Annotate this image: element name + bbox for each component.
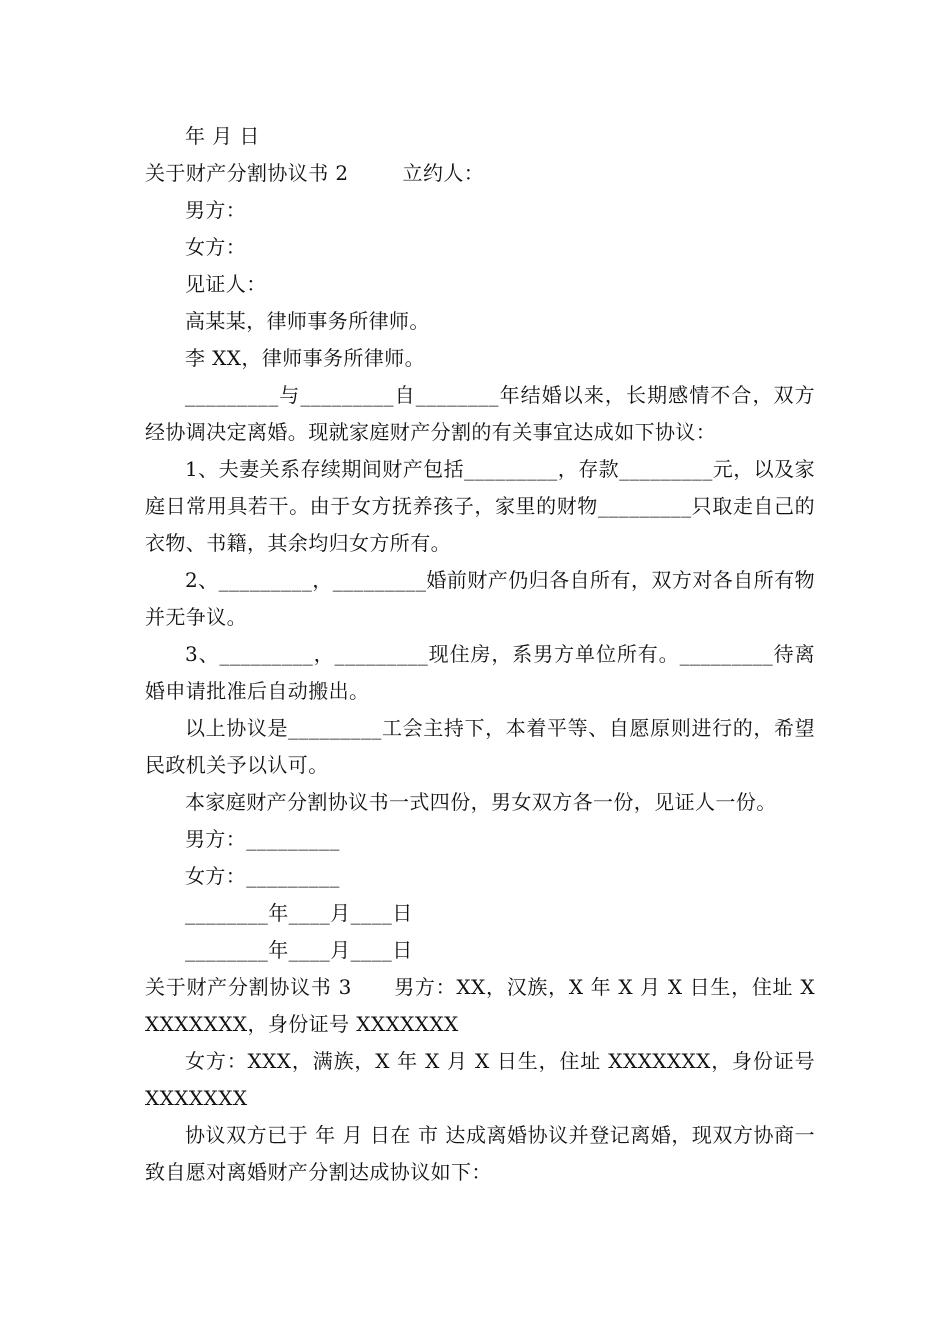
clause-2: 2、_________，_________婚前财产仍归各自所有，双方对各自所有物并无争议。 (145, 568, 815, 629)
section-title-2: 关于财产分割协议书 2 立约人： (145, 161, 485, 185)
party-female-details: 女方：XXX，满族，X 年 X 月 X 日生，住址 XXXXXXX，身份证号 XXXXXXX (145, 1049, 822, 1110)
witness-label: 见证人： (185, 272, 267, 296)
date-line: 年 月 日 (185, 124, 260, 148)
witness-1: 高某某，律师事务所律师。 (185, 309, 430, 333)
signature-date-2: ________年____月____日 (185, 938, 413, 962)
paragraph-copies: 本家庭财产分割协议书一式四份，男女双方各一份，见证人一份。 (185, 790, 777, 814)
document-body (145, 118, 822, 1191)
clause-3: 3、_________，_________现住房，系男方单位所有。_________待离婚申请批准后自动搬出。 (145, 642, 815, 703)
party-male-label: 男方： (185, 198, 247, 222)
clause-1: 1、夫妻关系存续期间财产包括_________，存款_________元，以及家庭日常用具若干。由于女方抚养孩子，家里的财物_________只取走自己的衣物、书籍，其余均归女方所有。 (145, 457, 815, 555)
paragraph-agreement: 协议双方已于 年 月 日在 市 达成离婚协议并登记离婚，现双方协商一致自愿对离婚财产分割达成协议如下： (145, 1123, 815, 1184)
signature-date-1: ________年____月____日 (185, 901, 413, 925)
signature-female: 女方：_________ (185, 864, 340, 888)
signature-male: 男方：_________ (185, 827, 340, 851)
paragraph-intro: _________与_________自________年结婚以来，长期感情不合，双方经协调决定离婚。现就家庭财产分割的有关事宜达成如下协议： (145, 383, 815, 444)
party-female-label: 女方： (185, 235, 247, 259)
paragraph-approval: 以上协议是_________工会主持下，本着平等、自愿原则进行的，希望民政机关予以认可。 (145, 716, 815, 777)
section-title-3: 关于财产分割协议书 3 男方：XX，汉族，X 年 X 月 X 日生，住址 XXXXXXXX，身份证号 XXXXXXX (145, 975, 815, 1036)
witness-2: 李 XX，律师事务所律师。 (185, 346, 426, 370)
